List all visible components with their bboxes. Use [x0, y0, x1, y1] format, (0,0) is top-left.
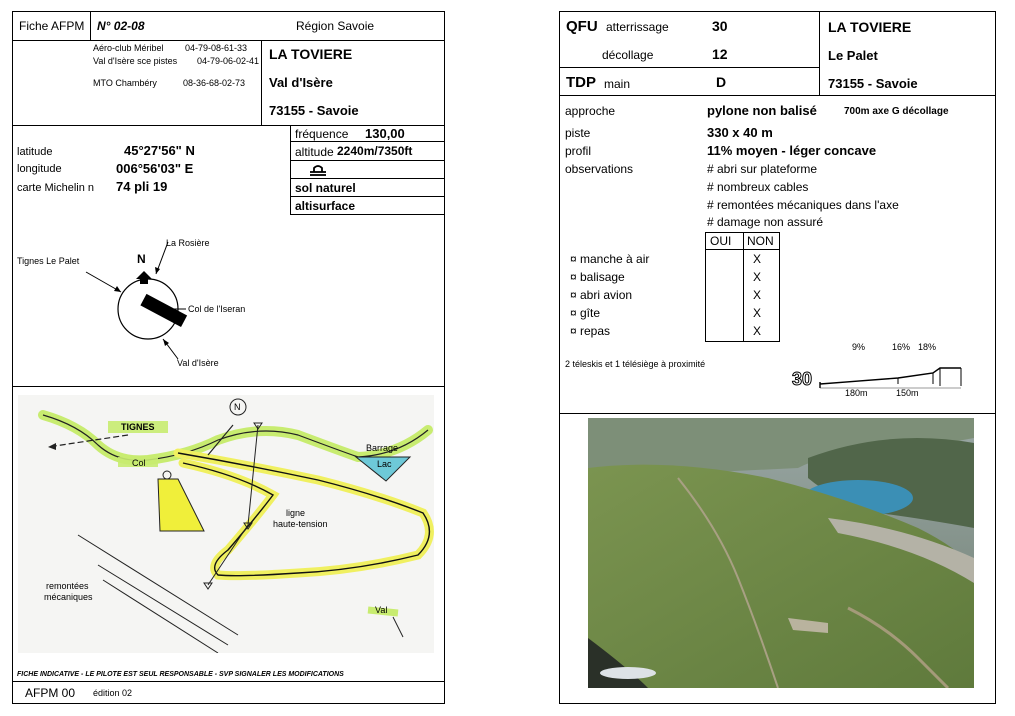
- observation-3: # remontées mécaniques dans l'axe: [707, 198, 899, 212]
- approche-value: pylone non balisé: [707, 103, 817, 118]
- tdp-sub: main: [604, 77, 631, 91]
- site-dept-right: 73155 - Savoie: [828, 76, 918, 91]
- longitude-value: 006°56'03" E: [116, 161, 194, 176]
- approche-label: approche: [565, 104, 616, 118]
- facilities-table: [705, 232, 780, 342]
- dist-1: 180m: [845, 388, 868, 398]
- disclaimer: FICHE INDICATIVE - LE PILOTE EST SEUL RESPONSABLE - SVP SIGNALER LES MODIFICATIONS: [17, 671, 344, 678]
- contact-name-2: Val d'Isère sce pistes: [93, 56, 178, 66]
- label-la-rosiere: La Rosière: [166, 238, 210, 248]
- sol-type: sol naturel: [295, 181, 356, 195]
- altitude-value: 2240m/7350ft: [337, 144, 413, 158]
- site-dept: 73155 - Savoie: [269, 103, 359, 118]
- observations-label: observations: [565, 162, 634, 176]
- sketch-north: N: [234, 402, 241, 412]
- sketch-tignes: TIGNES: [121, 422, 155, 432]
- facility-mark-2: X: [753, 270, 762, 284]
- contact-phone-1: 04-79-08-61-33: [185, 43, 248, 53]
- sketch-remontees: remontées: [46, 581, 89, 591]
- sketch-haute-tension: haute-tension: [273, 519, 328, 529]
- facility-label-2: ¤ balisage: [570, 270, 625, 284]
- facility-label-5: ¤ repas: [570, 324, 611, 338]
- frequence-value: 130,00: [365, 126, 405, 141]
- footer-code: AFPM 00: [25, 686, 76, 700]
- atterrissage-label: atterrissage: [606, 20, 669, 34]
- site-name-right: LA TOVIERE: [828, 19, 912, 35]
- contact-phone-3: 08-36-68-02-73: [183, 78, 246, 88]
- proximite-note: 2 téleskis et 1 télésiège à proximité: [565, 359, 706, 369]
- facility-mark-3: X: [753, 288, 762, 302]
- site-sketch: [18, 395, 434, 653]
- oui-header: OUI: [710, 234, 732, 248]
- altitude-label: altitude: [295, 145, 334, 159]
- longitude-label: longitude: [17, 163, 62, 175]
- label-val-isere: Val d'Isère: [177, 358, 219, 368]
- footer-edition: édition 02: [93, 688, 133, 698]
- piste-label: piste: [565, 126, 591, 140]
- tdp-value: D: [716, 74, 727, 90]
- site-place-right: Le Palet: [828, 48, 878, 63]
- non-header: NON: [747, 234, 774, 248]
- label-tignes: Tignes Le Palet: [17, 256, 80, 266]
- facility-mark-4: X: [753, 306, 762, 320]
- observation-4: # damage non assuré: [707, 215, 824, 229]
- slope-1: 9%: [852, 342, 866, 352]
- sketch-mecaniques: mécaniques: [44, 592, 93, 602]
- site-name: LA TOVIERE: [269, 46, 353, 62]
- piste-value: 330 x 40 m: [707, 125, 773, 140]
- runway-profile: [818, 364, 963, 396]
- slope-2: 16%: [892, 342, 911, 352]
- slope-3: 18%: [918, 342, 937, 352]
- fiche-number: N° 02-08: [97, 19, 145, 33]
- north-label: N: [137, 252, 146, 266]
- contact-phone-2: 04-79-06-02-41: [197, 56, 260, 66]
- decollage-label: décollage: [602, 48, 654, 62]
- dist-2: 150m: [896, 388, 919, 398]
- profile-qfu: 30: [792, 369, 813, 389]
- michelin-label: carte Michelin n: [17, 182, 95, 194]
- approche-detail: 700m axe G décollage: [844, 106, 949, 117]
- facility-label-4: ¤ gîte: [570, 306, 601, 320]
- michelin-value: 74 pli 19: [116, 179, 168, 194]
- sketch-ligne: ligne: [286, 508, 306, 518]
- observation-1: # abri sur plateforme: [707, 162, 818, 176]
- tdp-label: TDP: [566, 74, 596, 91]
- frequence-label: fréquence: [295, 127, 349, 141]
- contact-name-3: MTO Chambéry: [93, 78, 157, 88]
- fiche-label: Fiche AFPM: [19, 19, 85, 33]
- facility-mark-5: X: [753, 324, 762, 338]
- profil-label: profil: [565, 144, 592, 158]
- site-place: Val d'Isère: [269, 75, 333, 90]
- orientation-diagram: [13, 227, 273, 377]
- right-page: [559, 11, 996, 704]
- terrain-type: altisurface: [295, 199, 356, 213]
- latitude-label: latitude: [17, 146, 53, 158]
- profil-value: 11% moyen - léger concave: [707, 143, 877, 158]
- facility-label-1: ¤ manche à air: [570, 252, 650, 266]
- facility-label-3: ¤ abri avion: [570, 288, 633, 302]
- scale-symbol-icon: [309, 164, 327, 176]
- aerial-photo: [588, 418, 974, 688]
- atterrissage-value: 30: [712, 18, 728, 34]
- sketch-lac: Lac: [377, 459, 392, 469]
- left-page: [12, 11, 445, 704]
- sketch-val: Val: [375, 605, 388, 615]
- qfu-label: QFU: [566, 18, 598, 35]
- region: Région Savoie: [296, 19, 375, 33]
- label-col-iseran: Col de l'Iseran: [188, 304, 246, 314]
- facility-mark-1: X: [753, 252, 762, 266]
- decollage-value: 12: [712, 46, 728, 62]
- sketch-barrage: Barrage: [366, 443, 399, 453]
- contact-name-1: Aéro-club Méribel: [93, 43, 164, 53]
- sketch-col: Col: [132, 458, 146, 468]
- latitude-value: 45°27'56" N: [124, 143, 195, 158]
- observation-2: # nombreux cables: [707, 180, 809, 194]
